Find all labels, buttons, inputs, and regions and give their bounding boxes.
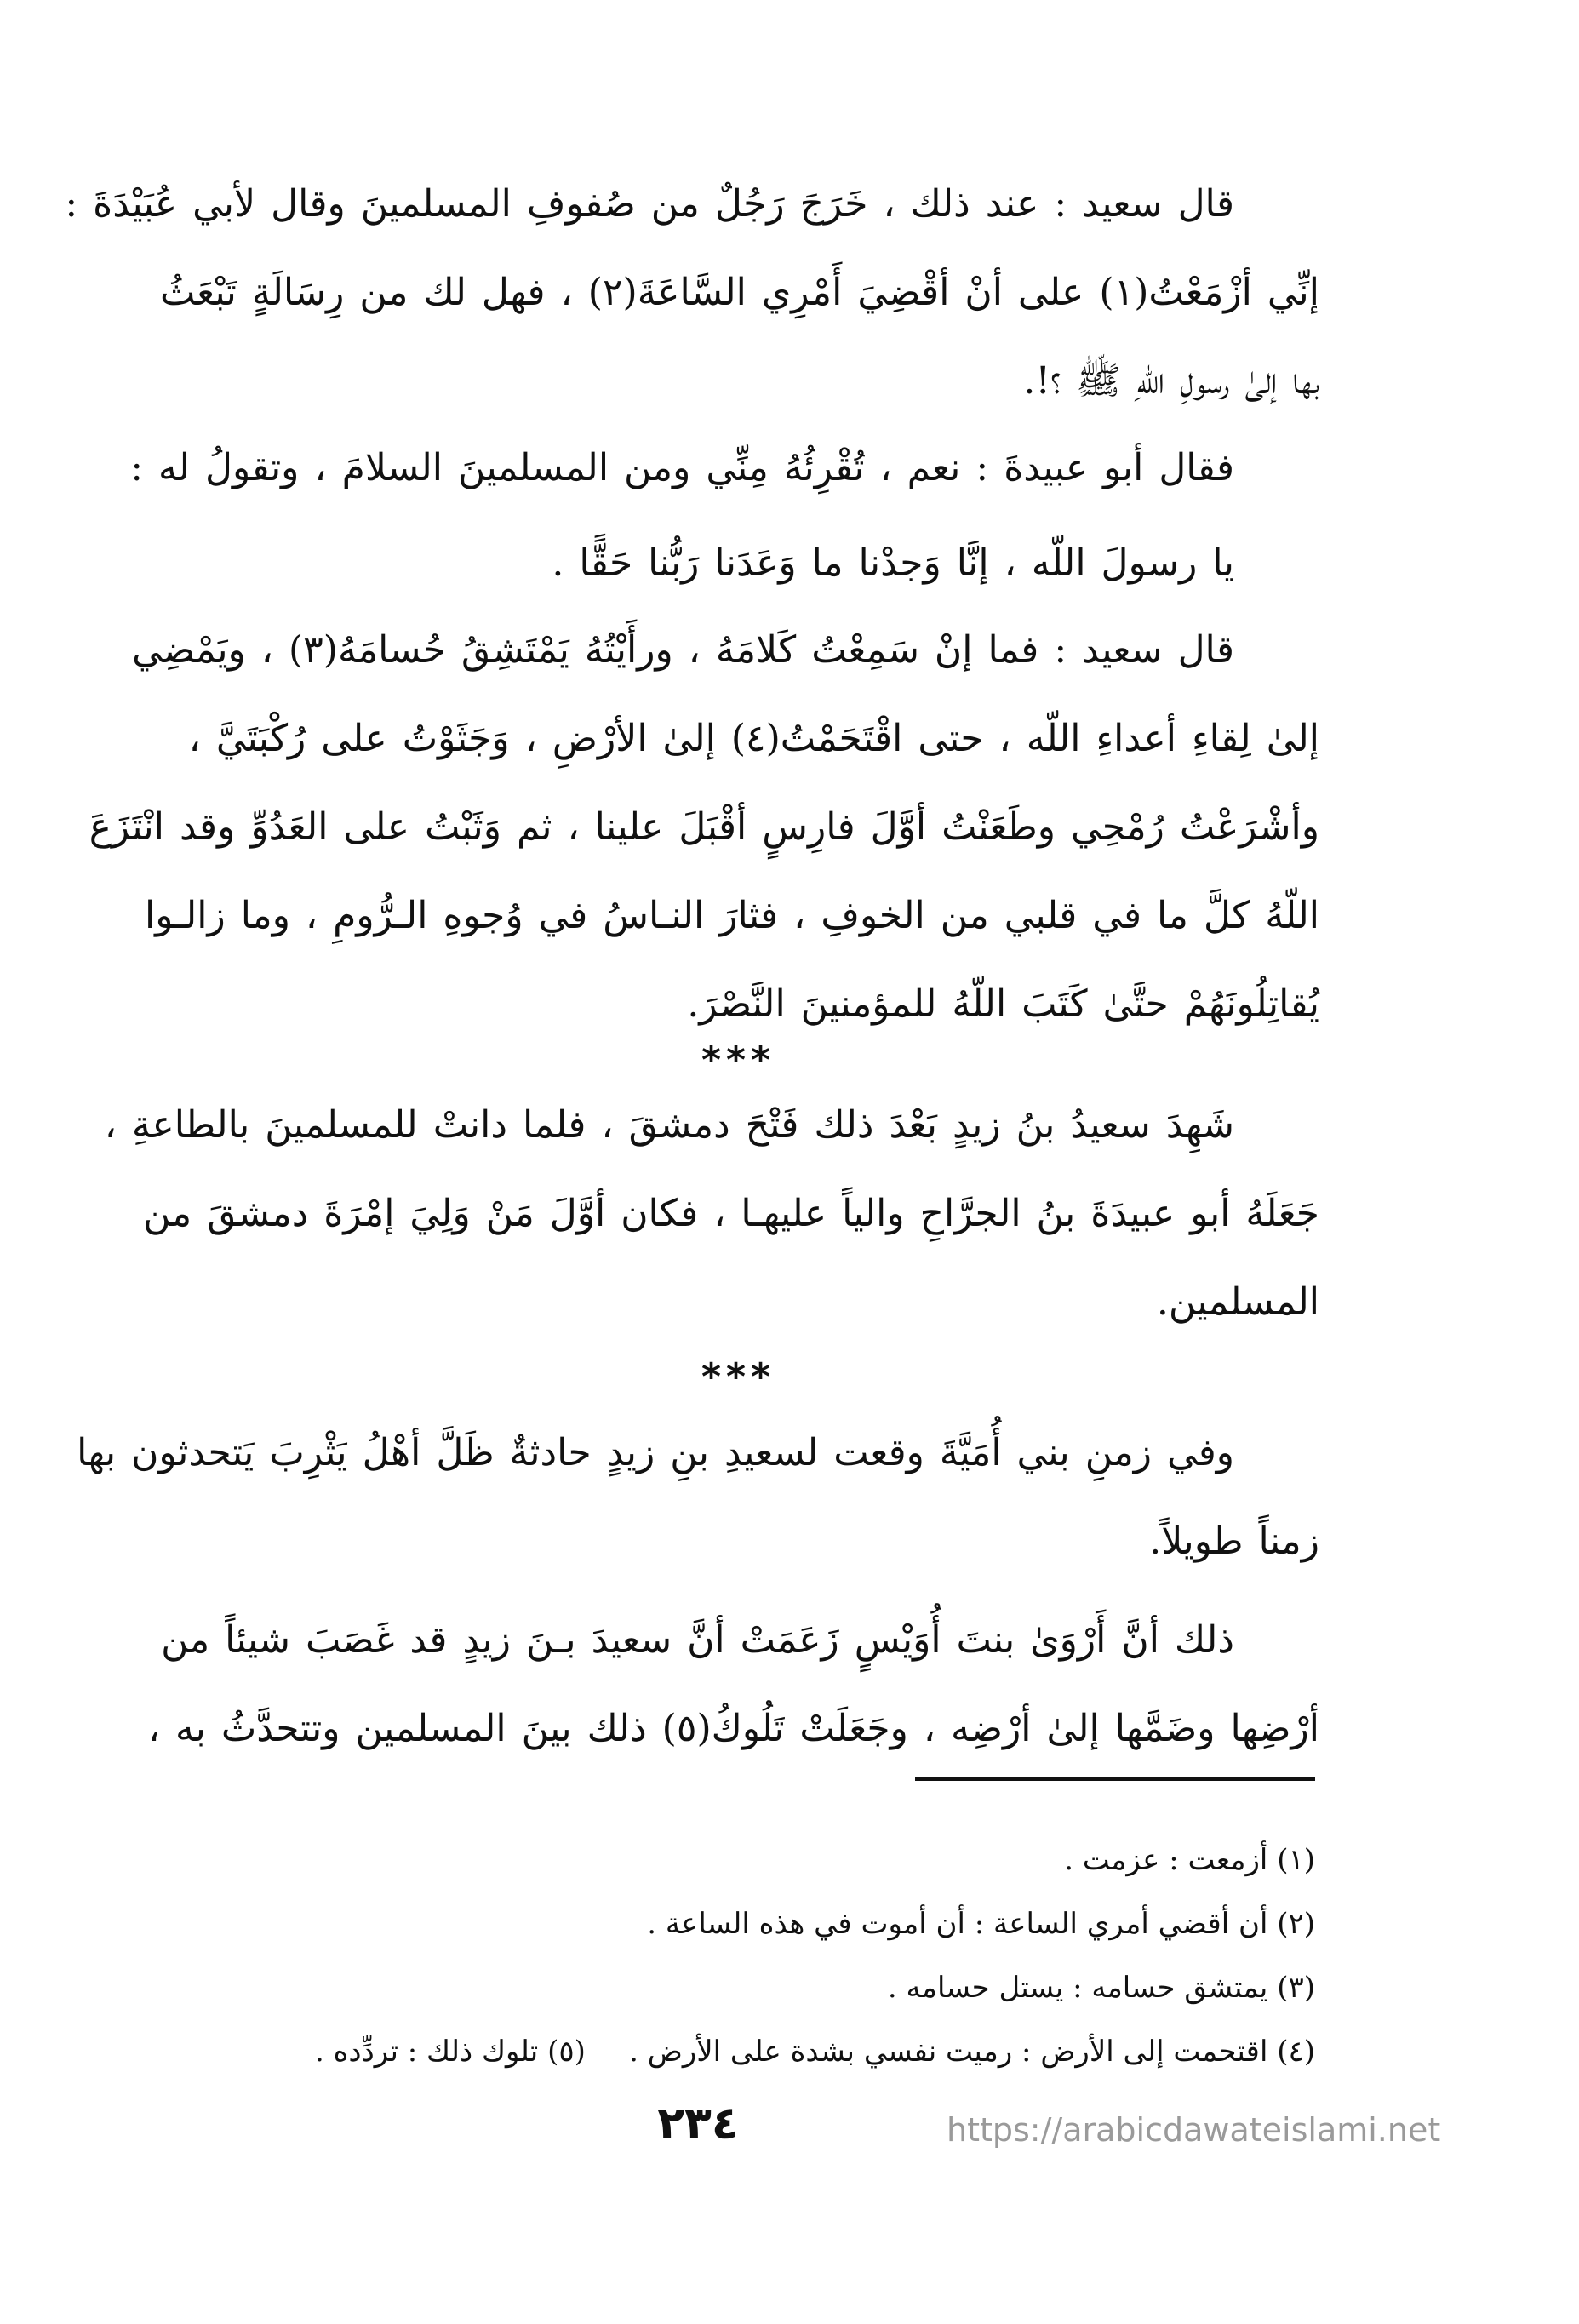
text-line: وفي زمنِ بني أُمَيَّةَ وقعت لسعيدِ بنِ زيدٍ حادثةٌ ظَلَّ أهْلُ يَثْرِبَ يَتحدثون بها [77,1431,1234,1474]
watermark-url: https://arabicdawateislami.net [947,2111,1441,2149]
paragraph-5 [104,1081,1319,1347]
text-line: إلىٰ لِقاءِ أعداءِ اللّه ، حتى اقْتَحَمْتُ(٤) إلىٰ الأرْضِ ، وَجَثَوْتُ على رُكْبَتَيَّ ، [188,717,1319,760]
text-line: زمناً طويلاً. [1149,1520,1319,1563]
text-line: يُقاتِلُونَهُمْ حتَّىٰ كَتَبَ اللّهُ للمؤمنينَ النَّصْرَ. [687,982,1319,1026]
paragraph-4 [89,606,1319,1049]
paragraph-7 [128,1596,1319,1773]
text-line: يا رسولَ اللّه ، إنَّا وَجدْنا ما وَعَدَنا رَبُّنا حَقًّا . [552,541,1234,585]
text-line: ذلك أنَّ أَرْوَىٰ بنتَ أُوَيْسٍ زَعَمَتْ أنَّ سعيدَ بـنَ زيدٍ قد غَصَبَ شيئاً من [161,1618,1234,1662]
footnote-4: (٤) اقتحمت إلى الأرض : رميت نفسي بشدة على الأرض . [629,2035,1315,2069]
paragraph-2 [128,424,1319,512]
footnote-2: (٢) أن أقضي أمري الساعة : أن أموت في هذه الساعة . [647,1907,1315,1941]
text-line: فقال أبو عبيدةَ : نعم ، تُقْرِئُهُ مِنِّي ومن المسلمينَ السلامَ ، وتقولُ له : [130,446,1234,489]
paragraph-1 [65,160,1319,426]
text-line: جَعَلَهُ أبو عبيدَةَ بنُ الجرَّاحِ والياً عليهـا ، فكان أوَّلَ مَنْ وَلِيَ إمْرَةَ دمشقَ من [143,1192,1319,1235]
text-line: شَهِدَ سعيدُ بنُ زيدٍ بَعْدَ ذلك فَتْحَ دمشقَ ، فلما دانتْ للمسلمينَ بالطاعةِ ، [104,1103,1234,1147]
page-number: ٢٣٤ [657,2098,739,2149]
paragraph-3 [128,519,1319,608]
text-line: قال سعيد : فما إنْ سَمِعْتُ كَلامَهُ ، ورأَيْتُهُ يَمْتَشِقُ حُسامَهُ(٣) ، ويَمْضِي [132,628,1234,672]
text-line: المسلمين. [1156,1280,1319,1324]
text-line: قال سعيد : عند ذلك ، خَرَجَ رَجُلٌ من صُفوفِ المسلمينَ وقال لأبي عُبَيْدَةَ : [65,182,1234,226]
footnote-1: (١) أزمعت : عزمت . [1064,1843,1315,1877]
text-line: أرْضِها وضَمَّها إلىٰ أرْضِه ، وجَعَلَتْ تَلُوكُ(٥) ذلك بينَ المسلمين وتتحدَّثُ به ، [147,1707,1319,1750]
text-line: إنِّي أزْمَعْتُ(١) على أنْ أقْضِيَ أَمْرِي السَّاعَةَ(٢) ، فهل لك من رِسَالَةٍ تَبْعَثُ [159,271,1319,314]
section-separator: *** [701,1039,776,1082]
footnote-5: (٥) تلوك ذلك : تردِّده . [315,2035,586,2069]
text-line: اللّهُ كلَّ ما في قلبي من الخوفِ ، فثارَ النـاسُ في وُجوهِ الـرُّومِ ، وما زالـوا [145,894,1319,937]
text-line: بها إلىٰ رسولِ اللّهِ ﷺ ؟!. [1023,359,1319,403]
footnote-3: (٣) يمتشق حسامه : يستل حسامه . [887,1971,1315,2005]
paragraph-6 [77,1409,1319,1586]
text-line: وأشْرَعْتُ رُمْحِي وطَعَنْتُ أوَّلَ فارِسٍ أقْبَلَ علينا ، ثم وَثَبْتُ على العَدُوِّ وقد انْتَزَعَ [89,805,1319,849]
section-separator: *** [701,1355,776,1399]
footnote-divider [915,1777,1315,1781]
